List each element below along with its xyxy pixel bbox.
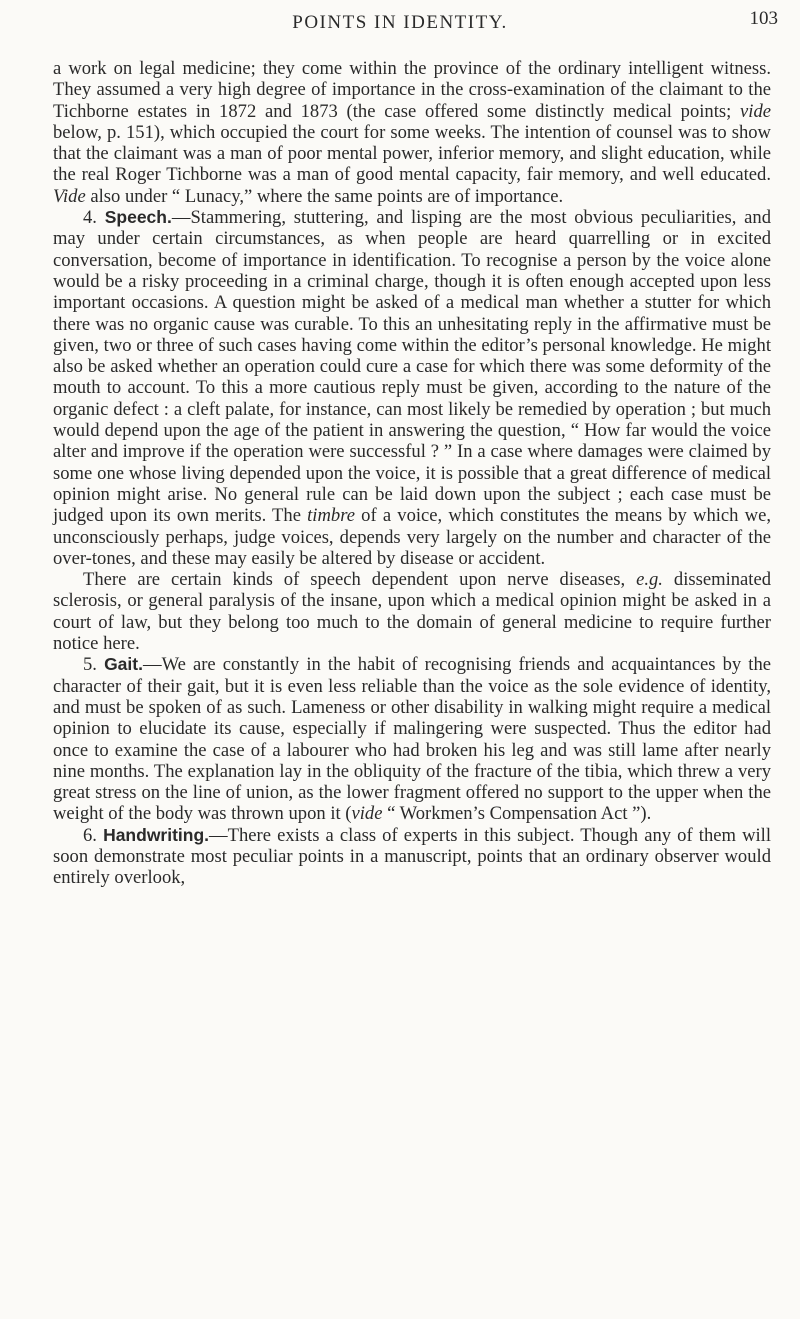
running-title: POINTS IN IDENTITY. xyxy=(292,12,508,33)
section-heading-speech: Speech. xyxy=(104,207,172,228)
italic-timbre: timbre xyxy=(307,505,355,527)
italic-vide: vide xyxy=(740,100,771,122)
section-handwriting xyxy=(53,825,771,889)
section-heading-handwriting: Handwriting. xyxy=(103,824,210,845)
section-number: 6. xyxy=(83,824,104,846)
paragraph-tichborne xyxy=(53,58,771,207)
italic-vide: vide xyxy=(351,803,383,825)
paragraph-text: —There exists a class of experts in this subject. Though any of them will soon demonstrate most peculiar points in a manuscript, points that an ordinary observer would entirely overlook, xyxy=(53,824,771,889)
italic-vide: Vide xyxy=(53,185,86,207)
paragraph-text: —We are constantly in the habit of recognising friends and acquaintances by the character of their gait, but it is even less reliable than the voice as the sole evidence of identity, and must be spoken of as such. Lameness or other disability in walking might require a medical opinion to elucidate its cause, especially if malingering were suspected. Thus the editor had once to examine the case of a labourer who had broken his leg and was still lame after nearly nine months. The explanation lay in the obliquity of the fracture of the tibia, which threw a very great stress on the line of union, as the lower fragment offered no support to the upper when the weight of the body was thrown upon it ( xyxy=(53,654,772,825)
paragraph-nerve-diseases xyxy=(53,569,771,654)
section-number: 4. xyxy=(83,207,105,229)
paragraph-text: also under “ Lunacy,” where the same points are of importance. xyxy=(85,185,564,207)
italic-eg: e.g. xyxy=(636,569,663,591)
section-heading-gait: Gait. xyxy=(104,654,143,675)
section-speech xyxy=(53,207,771,569)
paragraph-text: disseminated sclerosis, or general paralysis of the insane, upon which a medical opinion might be asked in a court of law, but they belong too much to the domain of general medicine to require further notice here. xyxy=(53,569,771,655)
section-gait xyxy=(53,654,771,824)
paragraph-text: “ Workmen’s Compensation Act ”). xyxy=(382,803,652,825)
body-text xyxy=(53,58,771,889)
running-head xyxy=(0,8,800,48)
paragraph-text: There are certain kinds of speech dependent upon nerve diseases, xyxy=(83,569,637,591)
paragraph-text: below, p. 151), which occupied the court for some weeks. The intention of counsel was to show that the claimant was a man of poor mental power, inferior memory, and slight education, while the real Roger Tichborne was a man of good mental capacity, fair memory, and well educated. xyxy=(53,121,771,186)
page-number: 103 xyxy=(749,8,778,29)
paragraph-text: a work on legal medicine; they come within the province of the ordinary intelligent witness. They assumed a very high degree of importance in the cross-examination of the claimant to the Tichborne estates in 1872 and 1873 (the case offered some distinctly medical points; xyxy=(53,58,771,122)
paragraph-text: of a voice, which constitutes the means by which we, unconsciously perhaps, judge voices, depends very largely on the number and character of the over-tones, and these may easily be altered by disease or accident. xyxy=(53,505,771,569)
section-number: 5. xyxy=(83,654,105,676)
paragraph-text: —Stammering, stuttering, and lisping are the most obvious peculiarities, and may under certain circumstances, as when people are heard quarrelling or in excited conversation, become of importance in identification. To recognise a person by the voice alone would be a risky proceeding in a criminal charge, though it is often enough accepted upon less important occasions. A question might be asked of a medical man whether a stutter for which there was no organic cause was curable. To this an unhesitating reply in the affirmative must be given, two or three of such cases having come within the editor’s personal knowledge. He might also be asked whether an operation could cure a case for which there was some deformity of the mouth to account. To this a more cautious reply must be given, according to the nature of the organic defect : a cleft palate, for instance, can most likely be remedied by operation ; but much would depend upon the age of the patient in answering the question, “ How far would the voice alter and improve if the operation were successful ? ” In a case where damages were claimed by some one whose living depended upon the voice, it is possible that a great difference of medical opinion might arise. No general rule can be laid down upon the subject ; each case must be judged upon its own merits. The xyxy=(53,207,772,527)
